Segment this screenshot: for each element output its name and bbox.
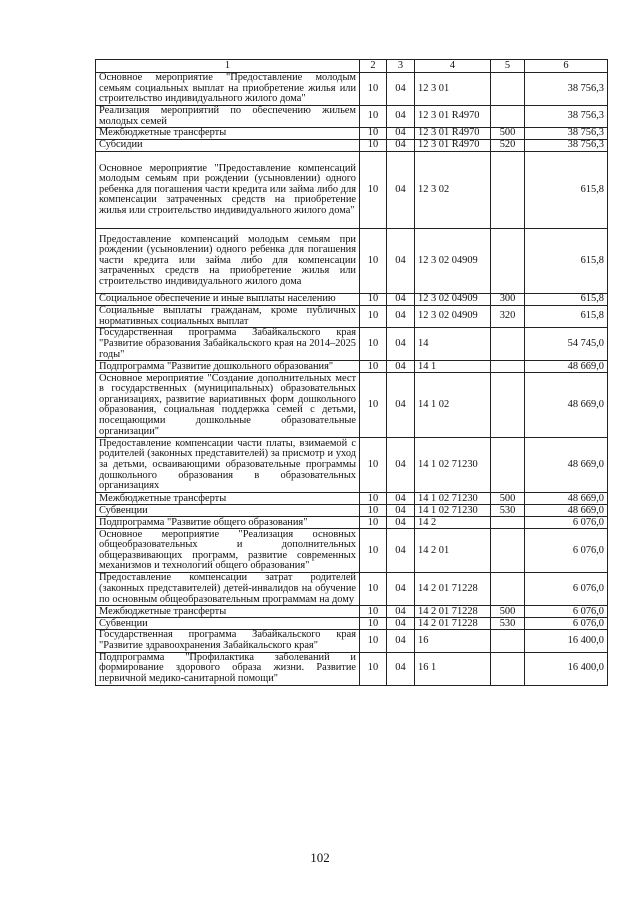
row-amount-cell: 48 669,0 xyxy=(525,438,608,493)
row-name-cell: Субсидии xyxy=(96,140,360,152)
row-section-cell: 10 xyxy=(360,517,387,529)
row-name-cell: Субвенции xyxy=(96,505,360,517)
row-amount-cell: 38 756,3 xyxy=(525,106,608,128)
row-name-cell: Субвенции xyxy=(96,618,360,630)
budget-table xyxy=(95,59,608,686)
row-subsection-cell: 04 xyxy=(387,328,415,361)
table-row xyxy=(96,505,608,517)
row-section-cell: 10 xyxy=(360,373,387,438)
row-subsection-cell: 04 xyxy=(387,438,415,493)
row-amount-cell: 6 076,0 xyxy=(525,529,608,573)
table-row xyxy=(96,438,608,493)
row-subsection-cell: 04 xyxy=(387,573,415,606)
row-expense-type-cell xyxy=(491,573,525,606)
row-expense-type-cell: 530 xyxy=(491,618,525,630)
row-expense-type-cell xyxy=(491,361,525,373)
row-subsection-cell: 04 xyxy=(387,128,415,140)
header-col-3: 3 xyxy=(387,60,415,73)
row-amount-cell: 6 076,0 xyxy=(525,573,608,606)
table-row xyxy=(96,361,608,373)
row-expense-type-cell xyxy=(491,438,525,493)
row-expense-type-cell xyxy=(491,106,525,128)
row-amount-cell: 615,8 xyxy=(525,294,608,306)
row-target-code-cell: 14 2 01 71228 xyxy=(415,573,491,606)
row-name-cell: Подпрограмма "Развитие общего образования" xyxy=(96,517,360,529)
row-section-cell: 10 xyxy=(360,294,387,306)
row-subsection-cell: 04 xyxy=(387,529,415,573)
row-amount-cell: 48 669,0 xyxy=(525,505,608,517)
row-name-cell: Межбюджетные трансферты xyxy=(96,493,360,505)
row-amount-cell: 48 669,0 xyxy=(525,493,608,505)
row-expense-type-cell: 520 xyxy=(491,140,525,152)
row-subsection-cell: 04 xyxy=(387,373,415,438)
row-section-cell: 10 xyxy=(360,128,387,140)
table-row xyxy=(96,573,608,606)
row-target-code-cell: 16 1 xyxy=(415,652,491,685)
row-section-cell: 10 xyxy=(360,306,387,328)
header-col-2: 2 xyxy=(360,60,387,73)
row-subsection-cell: 04 xyxy=(387,106,415,128)
table-row xyxy=(96,529,608,573)
row-section-cell: 10 xyxy=(360,106,387,128)
row-target-code-cell: 14 1 02 71230 xyxy=(415,438,491,493)
row-section-cell: 10 xyxy=(360,438,387,493)
row-subsection-cell: 04 xyxy=(387,306,415,328)
table-row xyxy=(96,73,608,106)
row-expense-type-cell xyxy=(491,373,525,438)
row-name-cell: Подпрограмма "Профилактика заболеваний и формирование здорового образа жизни. Развитие первичной медико-санитарной помощи" xyxy=(96,652,360,685)
row-section-cell: 10 xyxy=(360,73,387,106)
row-subsection-cell: 04 xyxy=(387,229,415,294)
row-name-cell: Предоставление компенсации затрат родителей (законных представителей) детей-инвалидов на обучение по основным общеобразовательным программам на дому xyxy=(96,573,360,606)
row-section-cell: 10 xyxy=(360,573,387,606)
row-name-cell: Предоставление компенсаций молодым семьям при рождении (усыновлении) одного ребенка для погашения части кредита или займа либо для компенсации затраченных средств на приобретение жилья или строительство индивидуального жилого дома xyxy=(96,229,360,294)
row-subsection-cell: 04 xyxy=(387,630,415,652)
row-name-cell: Социальные выплаты гражданам, кроме публичных нормативных социальных выплат xyxy=(96,306,360,328)
table-row xyxy=(96,306,608,328)
table-row xyxy=(96,606,608,618)
row-target-code-cell: 16 xyxy=(415,630,491,652)
row-name-cell: Межбюджетные трансферты xyxy=(96,606,360,618)
row-section-cell: 10 xyxy=(360,140,387,152)
row-section-cell: 10 xyxy=(360,328,387,361)
row-expense-type-cell xyxy=(491,229,525,294)
table-header-row xyxy=(96,60,608,73)
row-amount-cell: 38 756,3 xyxy=(525,73,608,106)
row-name-cell: Основное мероприятие "Предоставление молодым семьям социальных выплат на приобретение жилья или строительство индивидуального жилого дома" xyxy=(96,73,360,106)
table-row xyxy=(96,294,608,306)
row-target-code-cell: 14 1 xyxy=(415,361,491,373)
row-expense-type-cell xyxy=(491,152,525,229)
row-section-cell: 10 xyxy=(360,152,387,229)
row-name-cell: Основное мероприятие "Предоставление компенсаций молодым семьям при рождении (усыновлении) одного ребенка для погашения части кредита или займа либо для компенсации затраченных средств на приобретение жилья или строительство индивидуального жилого дома" xyxy=(96,152,360,229)
row-target-code-cell: 14 xyxy=(415,328,491,361)
table-row xyxy=(96,106,608,128)
row-expense-type-cell xyxy=(491,630,525,652)
row-target-code-cell: 12 3 01 xyxy=(415,73,491,106)
row-target-code-cell: 14 2 xyxy=(415,517,491,529)
row-expense-type-cell: 500 xyxy=(491,128,525,140)
row-target-code-cell: 14 1 02 71230 xyxy=(415,493,491,505)
row-amount-cell: 48 669,0 xyxy=(525,373,608,438)
row-subsection-cell: 04 xyxy=(387,505,415,517)
row-section-cell: 10 xyxy=(360,505,387,517)
row-expense-type-cell: 300 xyxy=(491,294,525,306)
row-expense-type-cell: 530 xyxy=(491,505,525,517)
row-subsection-cell: 04 xyxy=(387,140,415,152)
row-name-cell: Основное мероприятие "Создание дополнительных мест в государственных (муниципальных) образовательных организациях, развитие вариативных форм дошкольного образования, социальная поддержка семей с детьми, посещающими дошкольные образовательные организации" xyxy=(96,373,360,438)
row-section-cell: 10 xyxy=(360,652,387,685)
table-row xyxy=(96,618,608,630)
row-expense-type-cell xyxy=(491,529,525,573)
row-amount-cell: 16 400,0 xyxy=(525,630,608,652)
header-col-4: 4 xyxy=(415,60,491,73)
row-section-cell: 10 xyxy=(360,618,387,630)
row-target-code-cell: 12 3 02 04909 xyxy=(415,306,491,328)
row-amount-cell: 615,8 xyxy=(525,229,608,294)
row-target-code-cell: 14 2 01 71228 xyxy=(415,618,491,630)
row-target-code-cell: 12 3 02 04909 xyxy=(415,294,491,306)
row-subsection-cell: 04 xyxy=(387,493,415,505)
row-expense-type-cell: 500 xyxy=(491,606,525,618)
table-row xyxy=(96,373,608,438)
table-row xyxy=(96,229,608,294)
row-amount-cell: 615,8 xyxy=(525,306,608,328)
table-row xyxy=(96,152,608,229)
row-amount-cell: 38 756,3 xyxy=(525,140,608,152)
table-row xyxy=(96,328,608,361)
row-subsection-cell: 04 xyxy=(387,652,415,685)
row-subsection-cell: 04 xyxy=(387,294,415,306)
row-target-code-cell: 12 3 01 R4970 xyxy=(415,106,491,128)
budget-table-body xyxy=(96,60,608,686)
table-row xyxy=(96,630,608,652)
row-subsection-cell: 04 xyxy=(387,618,415,630)
header-col-1: 1 xyxy=(96,60,360,73)
row-target-code-cell: 14 2 01 71228 xyxy=(415,606,491,618)
row-target-code-cell: 12 3 02 04909 xyxy=(415,229,491,294)
row-expense-type-cell xyxy=(491,73,525,106)
row-section-cell: 10 xyxy=(360,493,387,505)
row-name-cell: Государственная программа Забайкальского края "Развитие здравоохранения Забайкальского края" xyxy=(96,630,360,652)
row-subsection-cell: 04 xyxy=(387,606,415,618)
row-name-cell: Реализация мероприятий по обеспечению жильем молодых семей xyxy=(96,106,360,128)
row-subsection-cell: 04 xyxy=(387,517,415,529)
row-target-code-cell: 14 1 02 xyxy=(415,373,491,438)
row-subsection-cell: 04 xyxy=(387,361,415,373)
row-name-cell: Государственная программа Забайкальского края "Развитие образования Забайкальского края на 2014–2025 годы" xyxy=(96,328,360,361)
table-row xyxy=(96,652,608,685)
row-expense-type-cell xyxy=(491,517,525,529)
row-amount-cell: 38 756,3 xyxy=(525,128,608,140)
header-col-5: 5 xyxy=(491,60,525,73)
row-section-cell: 10 xyxy=(360,229,387,294)
row-name-cell: Подпрограмма "Развитие дошкольного образования" xyxy=(96,361,360,373)
row-expense-type-cell xyxy=(491,652,525,685)
row-amount-cell: 6 076,0 xyxy=(525,618,608,630)
row-name-cell: Основное мероприятие "Реализация основных общеобразовательных и дополнительных общеразвивающих программ, развитие современных механизмов и технологий общего образования" xyxy=(96,529,360,573)
row-target-code-cell: 14 2 01 xyxy=(415,529,491,573)
row-amount-cell: 615,8 xyxy=(525,152,608,229)
table-row xyxy=(96,128,608,140)
row-name-cell: Предоставление компенсации части платы, взимаемой с родителей (законных представителей) за присмотр и уход за детьми, осваивающими образовательные программы дошкольного образования в образовательных организациях xyxy=(96,438,360,493)
row-name-cell: Социальное обеспечение и иные выплаты населению xyxy=(96,294,360,306)
row-expense-type-cell: 320 xyxy=(491,306,525,328)
header-col-6: 6 xyxy=(525,60,608,73)
table-row xyxy=(96,493,608,505)
row-section-cell: 10 xyxy=(360,361,387,373)
page-number: 102 xyxy=(310,850,330,865)
row-section-cell: 10 xyxy=(360,606,387,618)
row-target-code-cell: 14 1 02 71230 xyxy=(415,505,491,517)
row-subsection-cell: 04 xyxy=(387,73,415,106)
row-target-code-cell: 12 3 02 xyxy=(415,152,491,229)
table-row xyxy=(96,517,608,529)
row-amount-cell: 6 076,0 xyxy=(525,517,608,529)
table-row xyxy=(96,140,608,152)
row-section-cell: 10 xyxy=(360,630,387,652)
row-name-cell: Межбюджетные трансферты xyxy=(96,128,360,140)
row-subsection-cell: 04 xyxy=(387,152,415,229)
row-amount-cell: 6 076,0 xyxy=(525,606,608,618)
row-target-code-cell: 12 3 01 R4970 xyxy=(415,128,491,140)
row-amount-cell: 16 400,0 xyxy=(525,652,608,685)
row-amount-cell: 54 745,0 xyxy=(525,328,608,361)
row-expense-type-cell xyxy=(491,328,525,361)
row-section-cell: 10 xyxy=(360,529,387,573)
row-amount-cell: 48 669,0 xyxy=(525,361,608,373)
row-expense-type-cell: 500 xyxy=(491,493,525,505)
row-target-code-cell: 12 3 01 R4970 xyxy=(415,140,491,152)
